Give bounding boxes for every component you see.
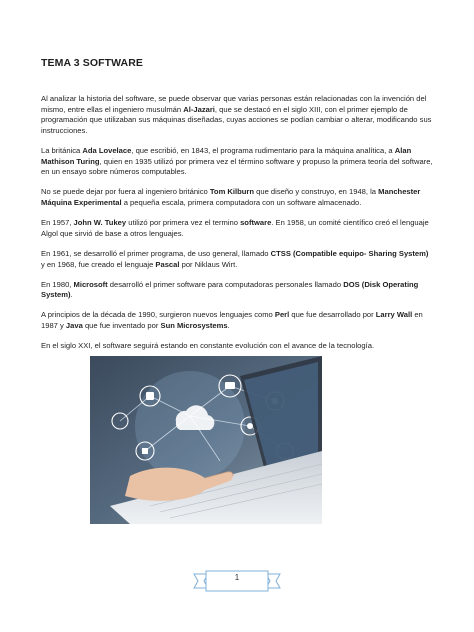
text-run: En 1961, se desarrolló el primer programa, de uso general, llamado: [41, 248, 271, 258]
bold-term: Al-Jazari: [183, 104, 215, 114]
bold-term: Perl: [274, 310, 290, 320]
text-run: . En 1958, un comité científico creó el lenguaje Algol que sirvió de base a otros lenguajes.: [41, 218, 429, 238]
text-run: utilizó por primera vez el termino: [126, 218, 241, 228]
text-run: en 1987 y: [41, 310, 423, 331]
page-number: 1: [234, 573, 240, 582]
body-text: [41, 94, 433, 361]
text-run: En 1980,: [41, 279, 74, 289]
bold-term: Tom Kilburn: [209, 187, 255, 197]
paragraph: [41, 94, 433, 136]
paragraph: [41, 146, 433, 178]
text-run: por Niklaus Wirt.: [179, 259, 238, 269]
text-run: En 1957,: [41, 218, 74, 228]
bold-term: Pascal: [155, 259, 180, 269]
text-run: A principios de la década de 1990, surgieron nuevos lenguajes como: [41, 310, 275, 320]
bold-term: software: [240, 218, 272, 228]
paragraph: [41, 249, 433, 270]
bold-term: Alan Mathison Turing: [41, 145, 412, 166]
text-run: que diseño y construyo, en 1948, la: [254, 187, 379, 197]
text-run: No se puede dejar por fuera al ingeniero británico: [41, 187, 210, 197]
text-run: .: [227, 321, 230, 331]
bold-term: Java: [65, 321, 83, 331]
bold-term: Ada Lovelace: [82, 145, 132, 155]
text-run: En el siglo XXI, el software seguirá estando en constante evolución con el avance de la tecnología.: [41, 341, 375, 351]
bold-term: Larry Wall: [375, 310, 413, 320]
bold-term: John W. Tukey: [73, 218, 127, 228]
text-run: Al analizar la historia del software, se puede observar que varias personas están relacionadas con la invención del mismo, entre ellas el ingeniero musulmán: [41, 94, 427, 114]
laptop-cloud-photo: [90, 356, 322, 524]
page-title: TEMA 3 SOFTWARE: [41, 57, 144, 69]
bold-term: Sun Microsystems: [160, 321, 228, 331]
paragraph: [41, 218, 433, 239]
paragraph: [41, 187, 433, 208]
bold-term: Manchester Máquina Experimental: [41, 187, 421, 207]
text-run: que fue inventado por: [82, 321, 161, 331]
text-run: , que escribió, en 1843, el programa rudimentario para la máquina analítica, a: [131, 145, 395, 155]
text-run: desarrolló el primer software para computadoras personales llamado: [107, 279, 344, 289]
paragraph: [41, 310, 433, 331]
text-run: que fue desarrollado por: [289, 310, 376, 320]
bold-term: DOS (Disk Operating System): [41, 279, 419, 300]
text-run: La británica: [41, 145, 83, 155]
text-run: y en 1968, fue creado el lenguaje: [41, 259, 156, 269]
text-run: , que se destacó en el siglo XIII, con el primer ejemplo de programación que utilizaban sus máquinas diseñadas, cuyas acciones se podían cambiar o alterar, modificando sus instrucciones.: [41, 104, 432, 135]
text-run: .: [70, 290, 73, 300]
bold-term: CTSS (Compatible equipo- Sharing System): [270, 248, 429, 258]
paragraph: [41, 341, 433, 352]
laptop-cloud-icon: [90, 356, 322, 524]
bold-term: Microsoft: [73, 279, 108, 289]
text-run: a pequeña escala, primera computadora con un software almacenado.: [121, 197, 362, 207]
text-run: , quien en 1935 utilizó por primera vez el término software y propuso la primera teoría del software, en un ensayo sobre números computables.: [41, 156, 433, 177]
paragraph: [41, 280, 433, 301]
